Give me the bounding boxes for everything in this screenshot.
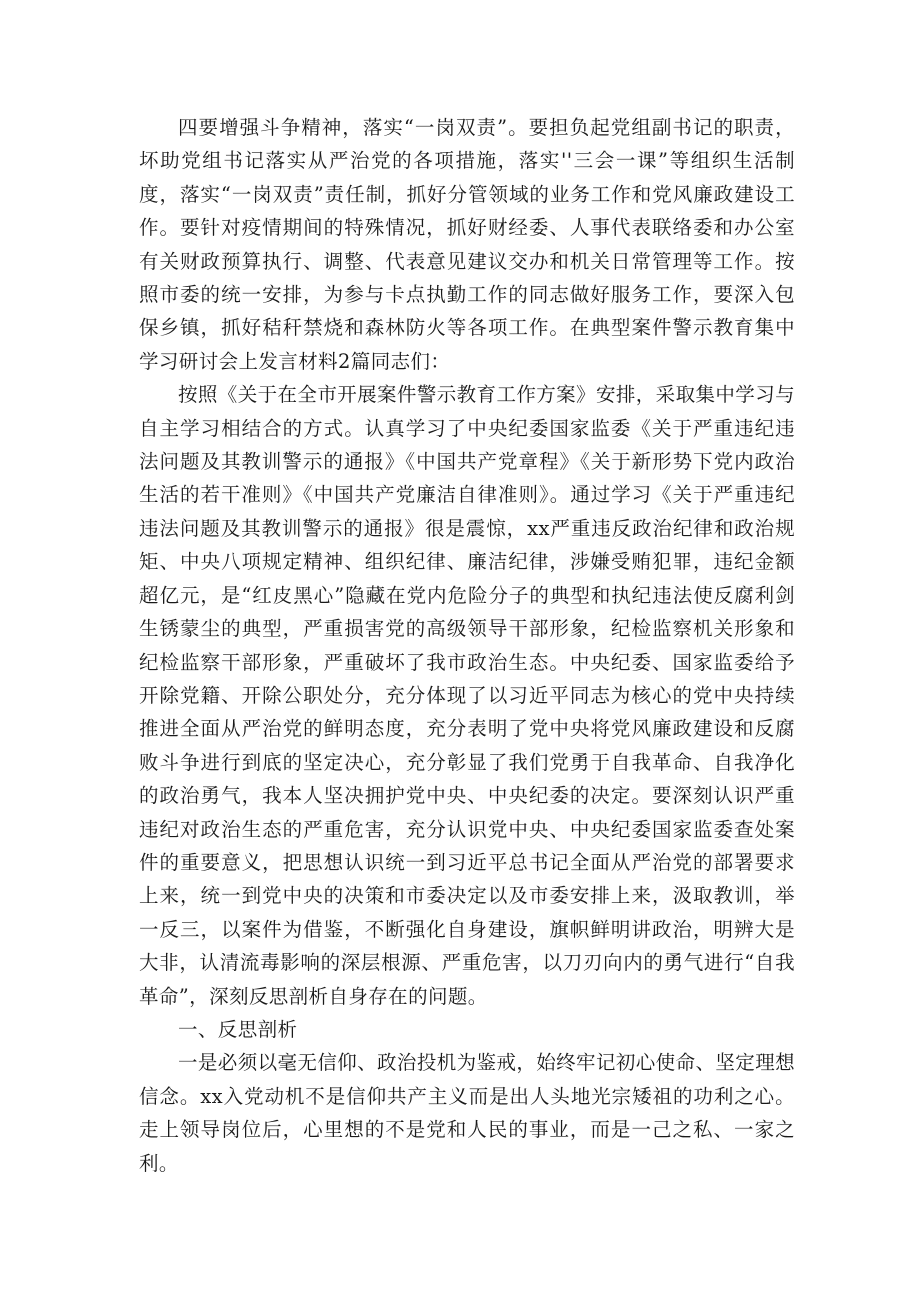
paragraph-2: 按照《关于在全市开展案件警示教育工作方案》安排，采取集中学习与自主学习相结合的方式。认真学习了中央纪委国家监委《关于严重违纪违法问题及其教训警示的通报》《中国共产党章程》《关于新形势下党内政治生活的若干准则》《中国共产党廉洁自律准则》。通过学习《关于严重违纪违法问题及其教训警示的通报》很是震惊，xx严重违反政治纪律和政治规矩、中央八项规定精神、组织纪律、廉洁纪律，涉嫌受贿犯罪，违纪金额超亿元，是“红皮黑心”隐藏在党内危险分子的典型和执纪违法使反腐利剑生锈蒙尘的典型，严重损害党的高级领导干部形象，纪检监察机关形象和纪检监察干部形象，严重破坏了我市政治生态。中央纪委、国家监委给予开除党籍、开除公职处分，充分体现了以习近平同志为核心的党中央持续推进全面从严治党的鲜明态度，充分表明了党中央将党风廉政建设和反腐败斗争进行到底的坚定决心，充分彰显了我们党勇于自我革命、自我净化的政治勇气，我本人坚决拥护党中央、中央纪委的决定。要深刻认识严重违纪对政治生态的严重危害，充分认识党中央、中央纪委国家监委查处案件的重要意义，把思想认识统一到习近平总书记全面从严治党的部署要求上来，统一到党中央的决策和市委决定以及市委安排上来，汲取教训，举一反三，以案件为借鉴，不断强化自身建设，旗帜鲜明讲政治，明辨大是大非，认清流毒影响的深层根源、严重危害，以刀刃向内的勇气进行“自我革命”，深刻反思剖析自身存在的问题。 (139, 383, 795, 1008)
paragraph-1: 四要增强斗争精神，落实“一岗双责”。要担负起党组副书记的职责，坏助党组书记落实从严治党的各项措施，落实''三会一课”等组织生活制度，落实“一岗双责”责任制，抓好分管领域的业务工作和党风廉政建设工作。要针对疫情期间的特殊情况，抓好财经委、人事代表联络委和办公室有关财政预算执行、调整、代表意见建议交办和机关日常管理等工作。按照市委的统一安排，为参与卡点执勤工作的同志做好服务工作，要深入包保乡镇，抓好秸秆禁烧和森林防火等各项工作。在典型案件警示教育集中学习研讨会上发言材料2篇同志们： (139, 116, 795, 373)
section-heading: 一、反思剖析 (178, 1017, 298, 1041)
document-body (139, 111, 795, 1180)
paragraph-3: 一是必须以毫无信仰、政治投机为鉴戒，始终牢记初心使命、坚定理想信念。xx入党动机不是信仰共产主义而是出人头地光宗矮祖的功利之心。走上领导岗位后，心里想的不是党和人民的事业，而是一己之私、一家之利。 (139, 1051, 795, 1175)
